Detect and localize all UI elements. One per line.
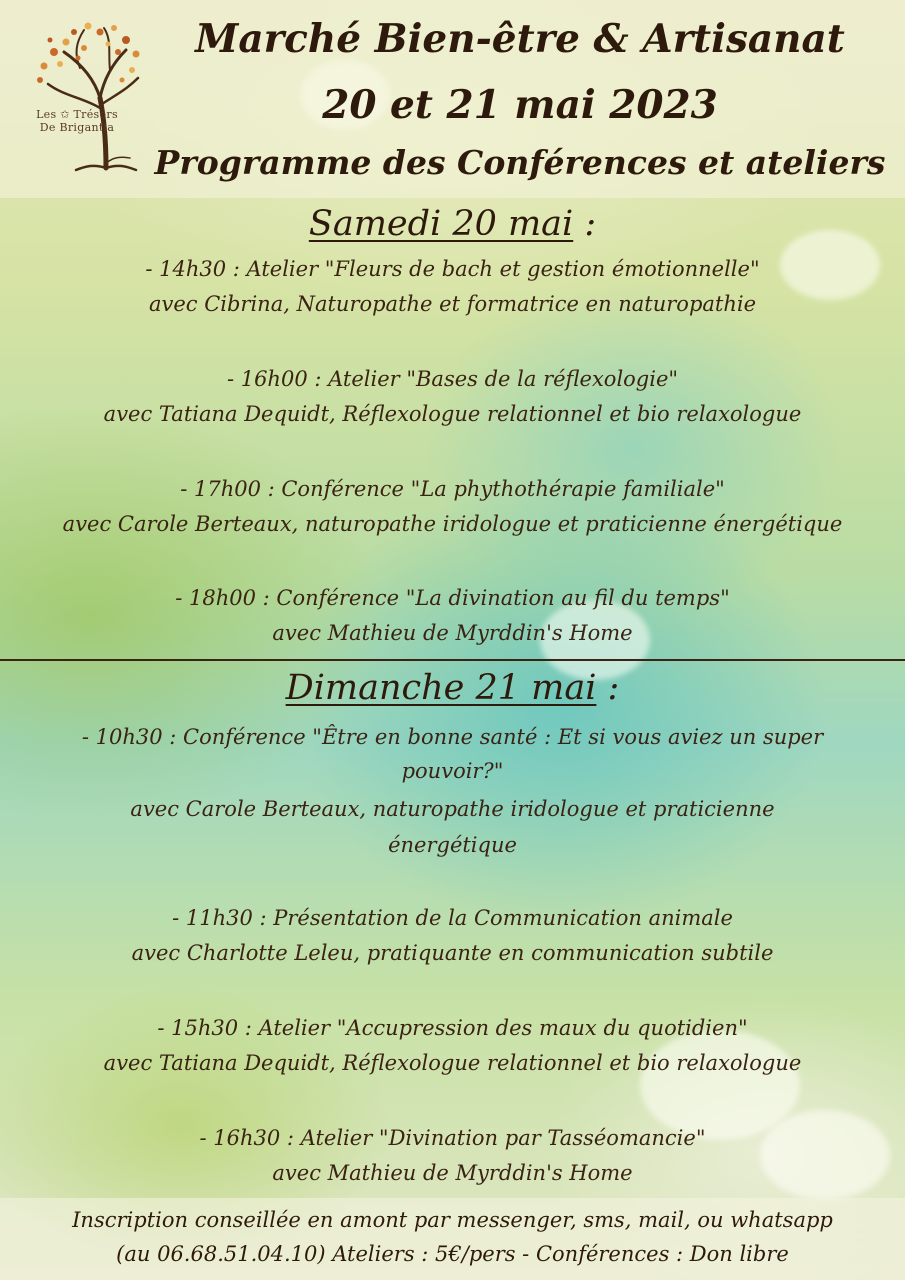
registration-note: Inscription conseillée en amont par messenger, sms, mail, ou whatsapp xyxy=(72,1208,833,1232)
saturday-heading-colon: : xyxy=(573,204,597,244)
event-speaker: avec Cibrina, Naturopathe et formatrice en naturopathie xyxy=(148,292,757,316)
sunday-heading-colon: : xyxy=(596,668,620,708)
event-line: - 18h00 : Conférence "La divination au fil du temps" xyxy=(175,586,730,610)
logo-text xyxy=(14,108,140,134)
event-line: - 16h30 : Atelier "Divination par Tasséomancie" xyxy=(199,1126,706,1150)
pricing-note: (au 06.68.51.04.10) Ateliers : 5€/pers - Conférences : Don libre xyxy=(116,1242,789,1266)
event-title: Marché Bien-être & Artisanat xyxy=(195,16,845,62)
event-speaker: avec Mathieu de Myrddin's Home xyxy=(272,1161,633,1185)
event-line: - 14h30 : Atelier "Fleurs de bach et gestion émotionnelle" xyxy=(145,257,760,281)
event-line: - 15h30 : Atelier "Accupression des maux du quotidien" xyxy=(157,1016,748,1040)
event-speaker: avec Tatiana Dequidt, Réflexologue relationnel et bio relaxologue xyxy=(103,402,802,426)
event-speaker: avec Carole Berteaux, naturopathe iridologue et praticienne xyxy=(130,797,775,821)
tree-logo-icon xyxy=(14,18,146,173)
saturday-heading xyxy=(0,204,905,244)
event-speaker: avec Mathieu de Myrddin's Home xyxy=(272,621,633,645)
sunday-heading-text: Dimanche 21 mai xyxy=(285,668,597,708)
logo-line-1: Les ✩ Trésors xyxy=(36,108,118,121)
event-line: pouvoir?" xyxy=(401,759,504,783)
event-speaker: avec Carole Berteaux, naturopathe iridologue et praticienne énergétique xyxy=(62,512,843,536)
event-line: - 10h30 : Conférence "Être en bonne santé : Et si vous aviez un super xyxy=(81,725,824,749)
event-speaker: avec Tatiana Dequidt, Réflexologue relationnel et bio relaxologue xyxy=(103,1051,802,1075)
sunday-heading xyxy=(0,668,905,708)
saturday-heading-text: Samedi 20 mai xyxy=(308,204,574,244)
program-subtitle: Programme des Conférences et ateliers xyxy=(154,143,886,182)
event-line: - 16h00 : Atelier "Bases de la réflexologie" xyxy=(226,367,679,391)
event-line: - 11h30 : Présentation de la Communication animale xyxy=(172,906,733,930)
event-speaker: avec Charlotte Leleu, pratiquante en communication subtile xyxy=(131,941,774,965)
event-line: - 17h00 : Conférence "La phythothérapie familiale" xyxy=(180,477,725,501)
day-divider xyxy=(0,659,905,661)
event-dates: 20 et 21 mai 2023 xyxy=(322,82,718,128)
event-speaker: énergétique xyxy=(388,833,517,857)
logo-line-2: De Brigantia xyxy=(39,121,115,134)
